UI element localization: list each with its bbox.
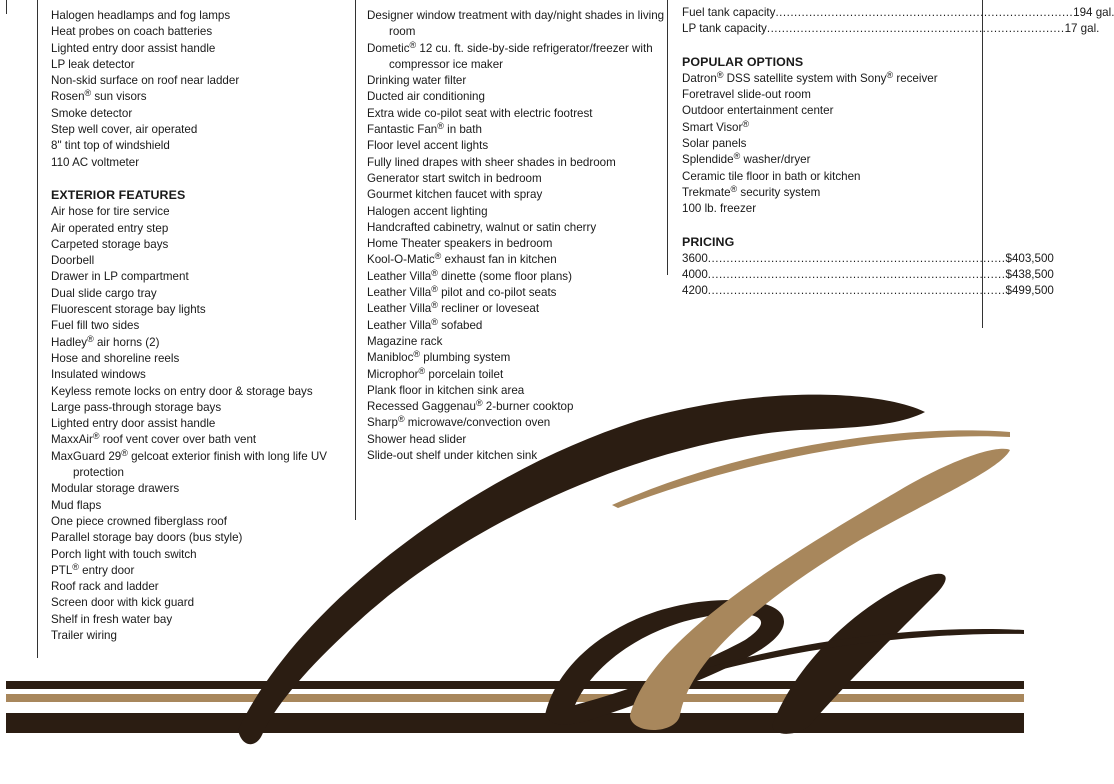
stripe-dark-top	[6, 681, 1024, 689]
list-item: PTL® entry door	[51, 561, 135, 577]
list-item: Ducted air conditioning	[367, 90, 485, 104]
list-item: Foretravel slide-out room	[682, 88, 811, 102]
list-item: Roof rack and ladder	[51, 580, 159, 594]
list-item: LP leak detector	[51, 57, 135, 71]
list-item: Magazine rack	[367, 334, 443, 348]
list-item: Handcrafted cabinetry, walnut or satin cherry	[367, 220, 597, 234]
list-item: MaxGuard 29® gelcoat exterior finish with long life UV protection	[51, 447, 328, 480]
list-item: Leather Villa® sofabed	[367, 316, 483, 332]
list-item: Dometic® 12 cu. ft. side-by-side refrigerator/freezer with compressor ice maker	[367, 39, 653, 71]
row-label: Fuel tank capacity	[682, 6, 776, 19]
list-item: Heat probes on coach batteries	[51, 25, 213, 39]
list-item: Drinking water filter	[367, 74, 467, 88]
list-item: Step well cover, air operated	[51, 123, 198, 137]
dot-leader: ................................................................................	[707, 251, 1006, 265]
row-value: 17 gal.	[1064, 22, 1100, 36]
list-item: Smart Visor®	[682, 118, 749, 134]
list-item: Mud flaps	[51, 498, 102, 512]
list-item: Fuel fill two sides	[51, 319, 140, 333]
list-item: Smoke detector	[51, 106, 133, 120]
interior-features-list-cont	[51, 8, 351, 171]
list-item: Drawer in LP compartment	[51, 270, 189, 284]
list-item: Rosen® sun visors	[51, 88, 147, 104]
swoosh-curl-dark	[772, 574, 946, 734]
list-item: Dual slide cargo tray	[51, 286, 157, 300]
list-item: Ceramic tile floor in bath or kitchen	[682, 169, 861, 183]
dotted-row	[682, 267, 1054, 283]
dot-leader: ................................................................................	[707, 268, 1006, 282]
list-item: Carpeted storage bays	[51, 237, 169, 251]
list-item: Doorbell	[51, 254, 95, 268]
list-item: Leather Villa® dinette (some floor plans)	[367, 267, 572, 283]
pricing-heading: PRICING	[682, 234, 735, 249]
interior-features-list	[367, 8, 667, 464]
list-item: Recessed Gaggenau® 2-burner cooktop	[367, 398, 574, 414]
list-item: Sharp® microwave/convection oven	[367, 414, 551, 430]
list-item: Halogen headlamps and fog lamps	[51, 9, 231, 22]
list-item: Lighted entry door assist handle	[51, 417, 216, 431]
list-item: Slide-out shelf under kitchen sink	[367, 449, 538, 463]
list-item: Hadley® air horns (2)	[51, 333, 160, 349]
dot-leader: ................................................................................	[766, 22, 1065, 36]
list-item: Plank floor in kitchen sink area	[367, 383, 525, 397]
list-item: Keyless remote locks on entry door & storage bays	[51, 384, 313, 398]
row-value: $403,500	[1005, 251, 1054, 265]
list-item: Insulated windows	[51, 368, 146, 382]
list-item: Manibloc® plumbing system	[367, 349, 511, 365]
list-item: Non-skid surface on roof near ladder	[51, 74, 240, 88]
list-item: Air operated entry step	[51, 221, 169, 235]
exterior-features-list	[51, 204, 351, 644]
row-label: LP tank capacity	[682, 22, 767, 36]
row-value: $438,500	[1005, 268, 1054, 282]
popular-options-heading: POPULAR OPTIONS	[682, 54, 804, 69]
features-column-3	[682, 5, 1114, 300]
list-item: 100 lb. freezer	[682, 202, 757, 216]
list-item: Kool-O-Matic® exhaust fan in kitchen	[367, 251, 557, 267]
row-label: 4200	[682, 284, 708, 298]
list-item: Extra wide co-pilot seat with electric footrest	[367, 106, 593, 120]
dotted-row	[682, 283, 1054, 299]
list-item: Air hose for tire service	[51, 205, 170, 219]
exterior-features-heading: EXTERIOR FEATURES	[51, 187, 186, 202]
list-item: Screen door with kick guard	[51, 596, 195, 610]
list-item: Leather Villa® recliner or loveseat	[367, 300, 540, 316]
list-item: MaxxAir® roof vent cover over bath vent	[51, 431, 257, 447]
list-item: Modular storage drawers	[51, 482, 180, 496]
list-item: Hose and shoreline reels	[51, 351, 180, 365]
stripe-tan	[6, 694, 1024, 702]
dot-leader: ................................................................................	[707, 284, 1006, 298]
capacities-list	[682, 5, 1114, 38]
list-item: Splendide® washer/dryer	[682, 151, 811, 167]
list-item: Large pass-through storage bays	[51, 400, 222, 414]
list-item: Generator start switch in bedroom	[367, 171, 542, 185]
list-item: Fantastic Fan® in bath	[367, 121, 482, 137]
features-column-2	[367, 8, 667, 464]
list-item: Porch light with touch switch	[51, 547, 197, 561]
row-value: $499,500	[1005, 284, 1054, 298]
features-column-1	[51, 8, 351, 644]
dot-leader: ................................................................................	[775, 6, 1074, 19]
dotted-row	[682, 5, 1114, 21]
list-item: Solar panels	[682, 137, 747, 151]
list-item: Fully lined drapes with sheer shades in bedroom	[367, 155, 616, 169]
popular-options-list	[682, 71, 982, 218]
list-item: Datron® DSS satellite system with Sony® receiver	[682, 69, 938, 85]
list-item: Leather Villa® pilot and co-pilot seats	[367, 284, 557, 300]
dotted-row	[682, 251, 1054, 267]
dotted-row	[682, 21, 1100, 37]
list-item: Microphor® porcelain toilet	[367, 365, 504, 381]
list-item: Home Theater speakers in bedroom	[367, 237, 553, 251]
pricing-list	[682, 251, 1054, 300]
stripe-dark-bottom	[6, 713, 1024, 733]
list-item: Designer window treatment with day/night shades in living room	[367, 9, 665, 39]
list-item: 110 AC voltmeter	[51, 155, 140, 169]
list-item: Halogen accent lighting	[367, 204, 488, 218]
list-item: Shower head slider	[367, 432, 467, 446]
list-item: Fluorescent storage bay lights	[51, 303, 206, 317]
list-item: Trailer wiring	[51, 628, 117, 642]
row-label: 3600	[682, 251, 708, 265]
list-item: Gourmet kitchen faucet with spray	[367, 188, 543, 202]
row-value: 194 gal.	[1073, 6, 1114, 19]
list-item: Lighted entry door assist handle	[51, 41, 216, 55]
list-item: Floor level accent lights	[367, 139, 489, 153]
row-label: 4000	[682, 268, 708, 282]
list-item: 8" tint top of windshield	[51, 139, 170, 153]
list-item: Parallel storage bay doors (bus style)	[51, 531, 243, 545]
list-item: One piece crowned fiberglass roof	[51, 514, 227, 528]
list-item: Outdoor entertainment center	[682, 104, 834, 118]
list-item: Trekmate® security system	[682, 183, 821, 199]
list-item: Shelf in fresh water bay	[51, 612, 173, 626]
